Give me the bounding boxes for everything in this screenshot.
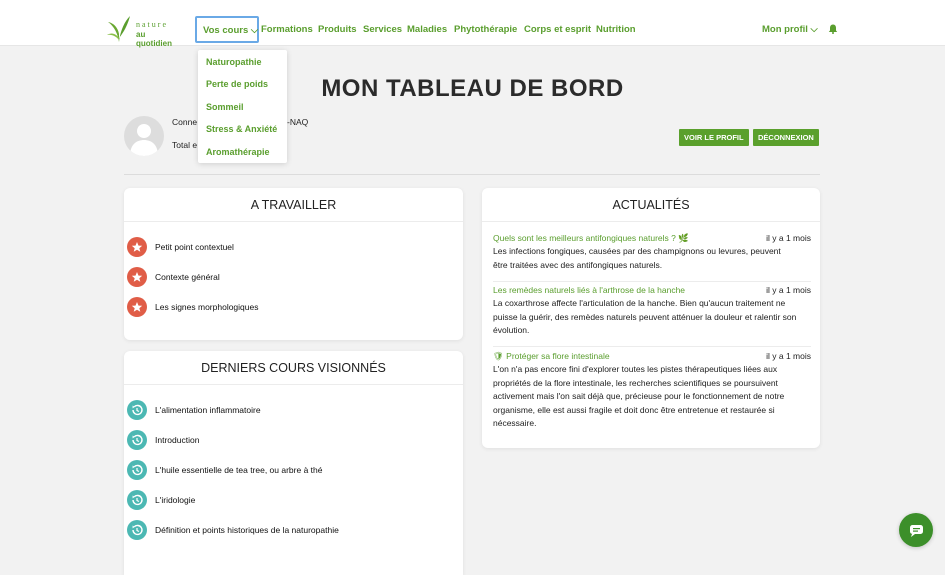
history-icon <box>127 400 147 420</box>
recent-course-label: L'iridologie <box>155 495 196 505</box>
news-item-date: il y a 1 mois <box>766 233 811 243</box>
nav-maladies[interactable]: Maladies <box>407 24 448 35</box>
news-item-title[interactable]: Quels sont les meilleurs antifongiques naturels ? 🌿 <box>493 233 689 243</box>
profile-menu[interactable]: Mon profil ⌵ <box>762 24 818 35</box>
bell-icon[interactable] <box>828 24 838 34</box>
todo-card <box>124 188 463 340</box>
leaf-logo-icon <box>106 14 132 44</box>
star-icon <box>127 237 147 257</box>
news-item-date: il y a 1 mois <box>766 285 811 295</box>
todo-item-label: Contexte général <box>155 272 220 282</box>
news-item-body: L'on n'a pas encore fini d'explorer toutes les pistes thérapeutiques liées aux propriétés de la flore intestinale, les recherches scientifiques se poursuivent activement mais l'on sait déjà que, précieuse pour le fonctionnement de notre organisme, elle est aussi fragile et doit donc être entretenue et restaurée si nécessaire. <box>493 364 785 428</box>
star-icon <box>127 297 147 317</box>
logout-button[interactable]: DÉCONNEXION <box>753 129 819 146</box>
site-logo[interactable] <box>106 14 182 48</box>
news-item-date: il y a 1 mois <box>766 351 811 361</box>
recent-card-title: DERNIERS COURS VISIONNÉS <box>201 361 386 375</box>
chat-button[interactable] <box>899 513 933 547</box>
nav-services[interactable]: Services <box>363 24 403 35</box>
news-item-body: Les infections fongiques, causées par des champignons ou levures, peuvent être traitées avec des antifongiques naturels. <box>493 246 781 270</box>
news-item-title[interactable]: Les remèdes naturels liés à l'arthrose de la hanche <box>493 285 686 295</box>
news-item-title[interactable]: 🛡 Protéger sa flore intestinale <box>493 351 610 361</box>
news-card-title: ACTUALITÉS <box>612 198 690 212</box>
todo-item-label: Les signes morphologiques <box>155 302 259 312</box>
vos-cours-dropdown <box>198 50 287 163</box>
divider <box>124 174 820 175</box>
dropdown-item-perte-de-poids[interactable]: Perte de poids <box>206 79 269 89</box>
star-icon <box>127 267 147 287</box>
recent-course-label: L'alimentation inflammatoire <box>155 405 261 415</box>
nav-corps-et-esprit[interactable]: Corps et esprit <box>524 24 592 35</box>
total-label: Total e <box>172 140 198 150</box>
chat-icon <box>899 513 933 547</box>
dropdown-item-stress-anxiete[interactable]: Stress & Anxiété <box>206 124 278 134</box>
todo-item-label: Petit point contextuel <box>155 242 234 252</box>
nav-phytotherapie[interactable]: Phytothérapie <box>454 24 518 35</box>
news-card <box>482 188 820 448</box>
recent-card-divider <box>124 384 463 385</box>
history-icon <box>127 490 147 510</box>
news-divider <box>493 281 811 282</box>
logo-text-quotidien: au quotidien <box>136 30 172 48</box>
dropdown-item-aromatherapie[interactable]: Aromathérapie <box>206 147 270 157</box>
dropdown-item-naturopathie[interactable]: Naturopathie <box>206 57 262 67</box>
history-icon <box>127 520 147 540</box>
recent-course-label: Introduction <box>155 435 200 445</box>
avatar <box>124 116 164 156</box>
history-icon <box>127 460 147 480</box>
page-title: MON TABLEAU DE BORD <box>321 75 624 102</box>
recent-courses-card <box>124 351 463 575</box>
history-icon <box>127 430 147 450</box>
news-item-body: La coxarthrose affecte l'articulation de la hanche. Bien qu'aucun traitement ne puisse la guérir, des remèdes naturels peuvent atténuer la douleur et ralentir son évolution. <box>493 298 797 335</box>
user-silhouette-icon <box>124 116 164 156</box>
recent-course-label: L'huile essentielle de tea tree, ou arbre à thé <box>155 465 323 475</box>
news-card-divider <box>482 221 820 222</box>
todo-card-title: A TRAVAILLER <box>250 198 337 212</box>
news-divider <box>493 346 811 347</box>
todo-card-divider <box>124 221 463 222</box>
nav-nutrition[interactable]: Nutrition <box>596 24 636 35</box>
recent-course-label: Définition et points historiques de la naturopathie <box>155 525 339 535</box>
connected-label: Conne <box>172 117 198 127</box>
nav-vos-cours[interactable]: Vos cours ⌵ <box>195 16 259 43</box>
logo-text-nature: nature <box>136 20 168 29</box>
dropdown-item-sommeil[interactable]: Sommeil <box>206 102 244 112</box>
view-profile-button[interactable]: VOIR LE PROFIL <box>679 129 749 146</box>
nav-produits[interactable]: Produits <box>318 24 357 35</box>
top-navbar <box>0 0 945 46</box>
nav-formations[interactable]: Formations <box>261 24 313 35</box>
connected-user-suffix: -NAQ <box>287 117 309 127</box>
